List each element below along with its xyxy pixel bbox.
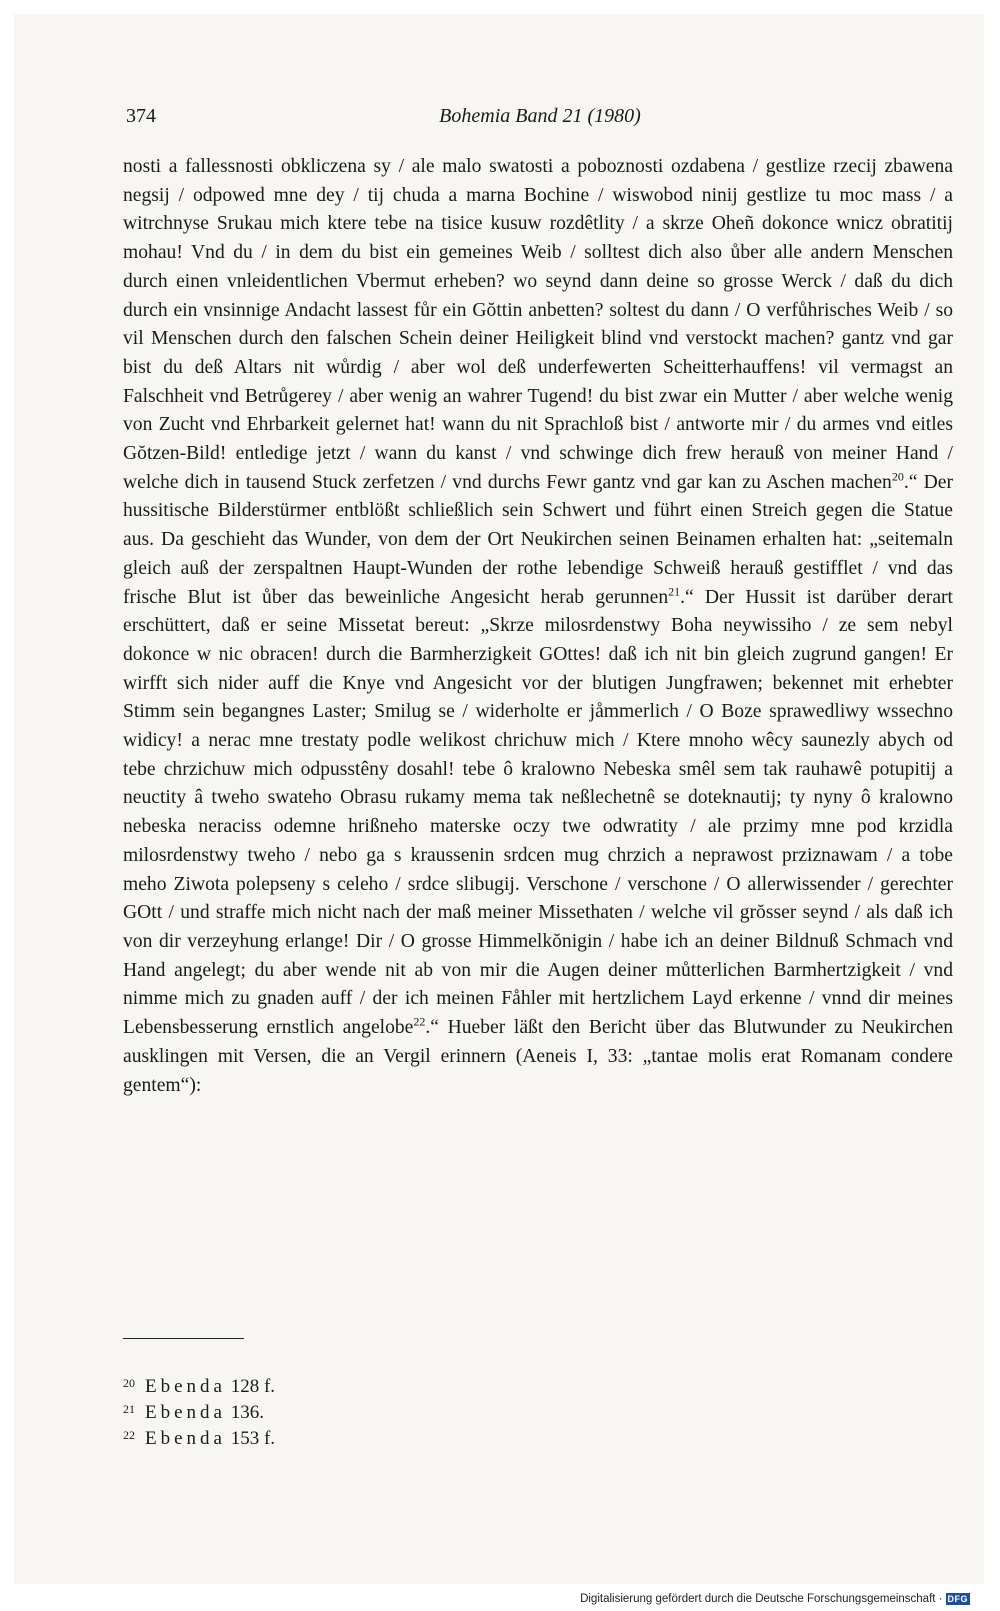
footnote [123,1398,523,1424]
credit-text: Digitalisierung gefördert durch die Deutsche Forschungsgemeinschaft · [580,1593,943,1605]
digitization-credit [580,1593,970,1605]
body-segment: .“ Der Hussit ist darüber derart erschüttert, daß er seine Missetat bereut: „Skrze milosrdenstwy Boha neywissiho / ze sem nebyl dokonce w nic obracen! durch die Barmherzigkeit GOttes! daß ich nit bin gleich zugrund gangen! Er wirfft sich nider auff die Knye vnd Angesicht vor der blutigen Jungfrawen; bekennet mit erhebter Stimm sein begangnes Laster; Smilug se / widerholte er jåmmerlich / O Boze sprawedliwy wssechno widicy! a nerac mne trestaty podle welikost chrichuw mich / Ktere mnoho wêcy saunezly abych od tebe chrzichuw mich odpusstêny dosahl! tebe ô kralowno Nebeska smêl sem tak rauhawê potupitij a neuctity â tweho swateho Obrasu rukamy mema tak neßlechetnê se doteknautij; ty nyny ô kralowno nebeska neraciss odemne hrißneho materske oczy twe odwratity / ale przimy mne pod krzidla milosrdenstwy tweho / nebo ga s kraussenin srdcen mug chrzich a neprawost prziznawam / a tobe meho Ziwota polepseny s celeho / srdce slibugij. Verschone / verschone / O allerwissender / gerechter GOtt / und straffe mich nicht nach der maß meiner Missethaten / welche vil grŏsser seynd / als daß ich von dir verzeyhung erlange! Dir / O grosse Himmelkŏnigin / habe ich an deiner Bildnuß Schmach vnd Hand angelegt; du aber wende nit ab von mir die Augen deiner můtterlichen Barmhertzigkeit / vnd nimme mich zu gnaden auff / der ich meinen Fåhler mit hertzlichem Layd erkenne / vnnd dir meines Lebensbesserung ernstlich angelobe [123,586,953,1039]
footnote-source: Ebenda [145,1376,226,1397]
footnotes [123,1372,523,1450]
footnote-ref: 20 [891,469,904,484]
running-head: Bohemia Band 21 (1980) [439,105,641,127]
footnote-ref-text: 136. [225,1402,264,1423]
body-text [123,153,953,1100]
body-segment: .“ Der hussitische Bilderstürmer entblößt schließlich sein Schwert und führt einen Streich gegen die Statue aus. Da geschieht das Wunder, von dem der Ort Neukirchen seinen Beinamen erhalten hat: „seitemaln gleich auß der zerspaltnen Haupt-Wunden der rothe lebendige Schweiß herauß gestifflet / vnd das frische Blut ist ůber das beweinliche Angesicht herab gerunnen [123,471,953,608]
footnote-ref: 22 [413,1014,426,1029]
footnote-source: Ebenda [145,1428,226,1449]
page-header [126,105,954,135]
footnote [123,1424,523,1450]
dfg-logo: DFG [947,1594,968,1604]
footnote-ref-text: 128 f. [225,1376,276,1397]
footnote [123,1372,523,1398]
footnote-number: 21 [123,1402,135,1416]
footnote-number: 20 [123,1376,135,1390]
body-segment: nosti a fallessnosti obkliczena sy / ale malo swatosti a poboznosti ozdabena / gestlize rzecij zbawena negsij / odpowed mne dey / tij chuda a marna Bochine / wiswobod ninij gestlize tu moc mass / a witrchnyse Srukau mich ktere tebe na tisice kusuw rozdêtlity / a skrze Oheñ dokonce wnicz obratitij mohau! Vnd du / in dem du bist ein gemeines Weib / solltest dich also ůber alle andern Menschen durch einen vnleidentlichen Vbermut erheben? wo seynd dann deine so grosse Werck / daß du dich durch ein vnsinnige Andacht lassest fůr ein Gŏttin anbetten? soltest du dann / O verfůhrisches Weib / so vil Menschen durch den falschen Schein deiner Heiligkeit blind vnd verstockt machen? gantz vnd gar bist du deß Altars nit wůrdig / aber wol deß underfewerten Scheitterhauffens! vil vermagst an Falschheit vnd Betrůgerey / aber wenig an wahrer Tugend! du bist zwar ein Mutter / aber welche wenig von Zucht vnd Ehrbarkeit gelernet hat! wann du nit Sprachloß bist / antworte mir / du armes vnd eitles Gŏtzen-Bild! entledige jetzt / wann du kanst / vnd schwinge dich frew herauß von meiner Hand / welche dich in tausend Stuck zerfetzen / vnd durchs Fewr gantz vnd gar kan zu Aschen machen [123,156,953,493]
page-number: 374 [126,105,156,127]
footnote-number: 22 [123,1428,135,1442]
footnote-divider [123,1338,244,1339]
footnote-source: Ebenda [145,1402,226,1423]
footnote-ref: 21 [668,584,681,599]
footnote-ref-text: 153 f. [225,1428,276,1449]
body-segment: .“ Hueber läßt den Bericht über das Blutwunder zu Neukirchen ausklingen mit Versen, die an Vergil erinnern (Aeneis I, 33: „tantae molis erat Romanam condere gentem“): [123,1017,953,1096]
